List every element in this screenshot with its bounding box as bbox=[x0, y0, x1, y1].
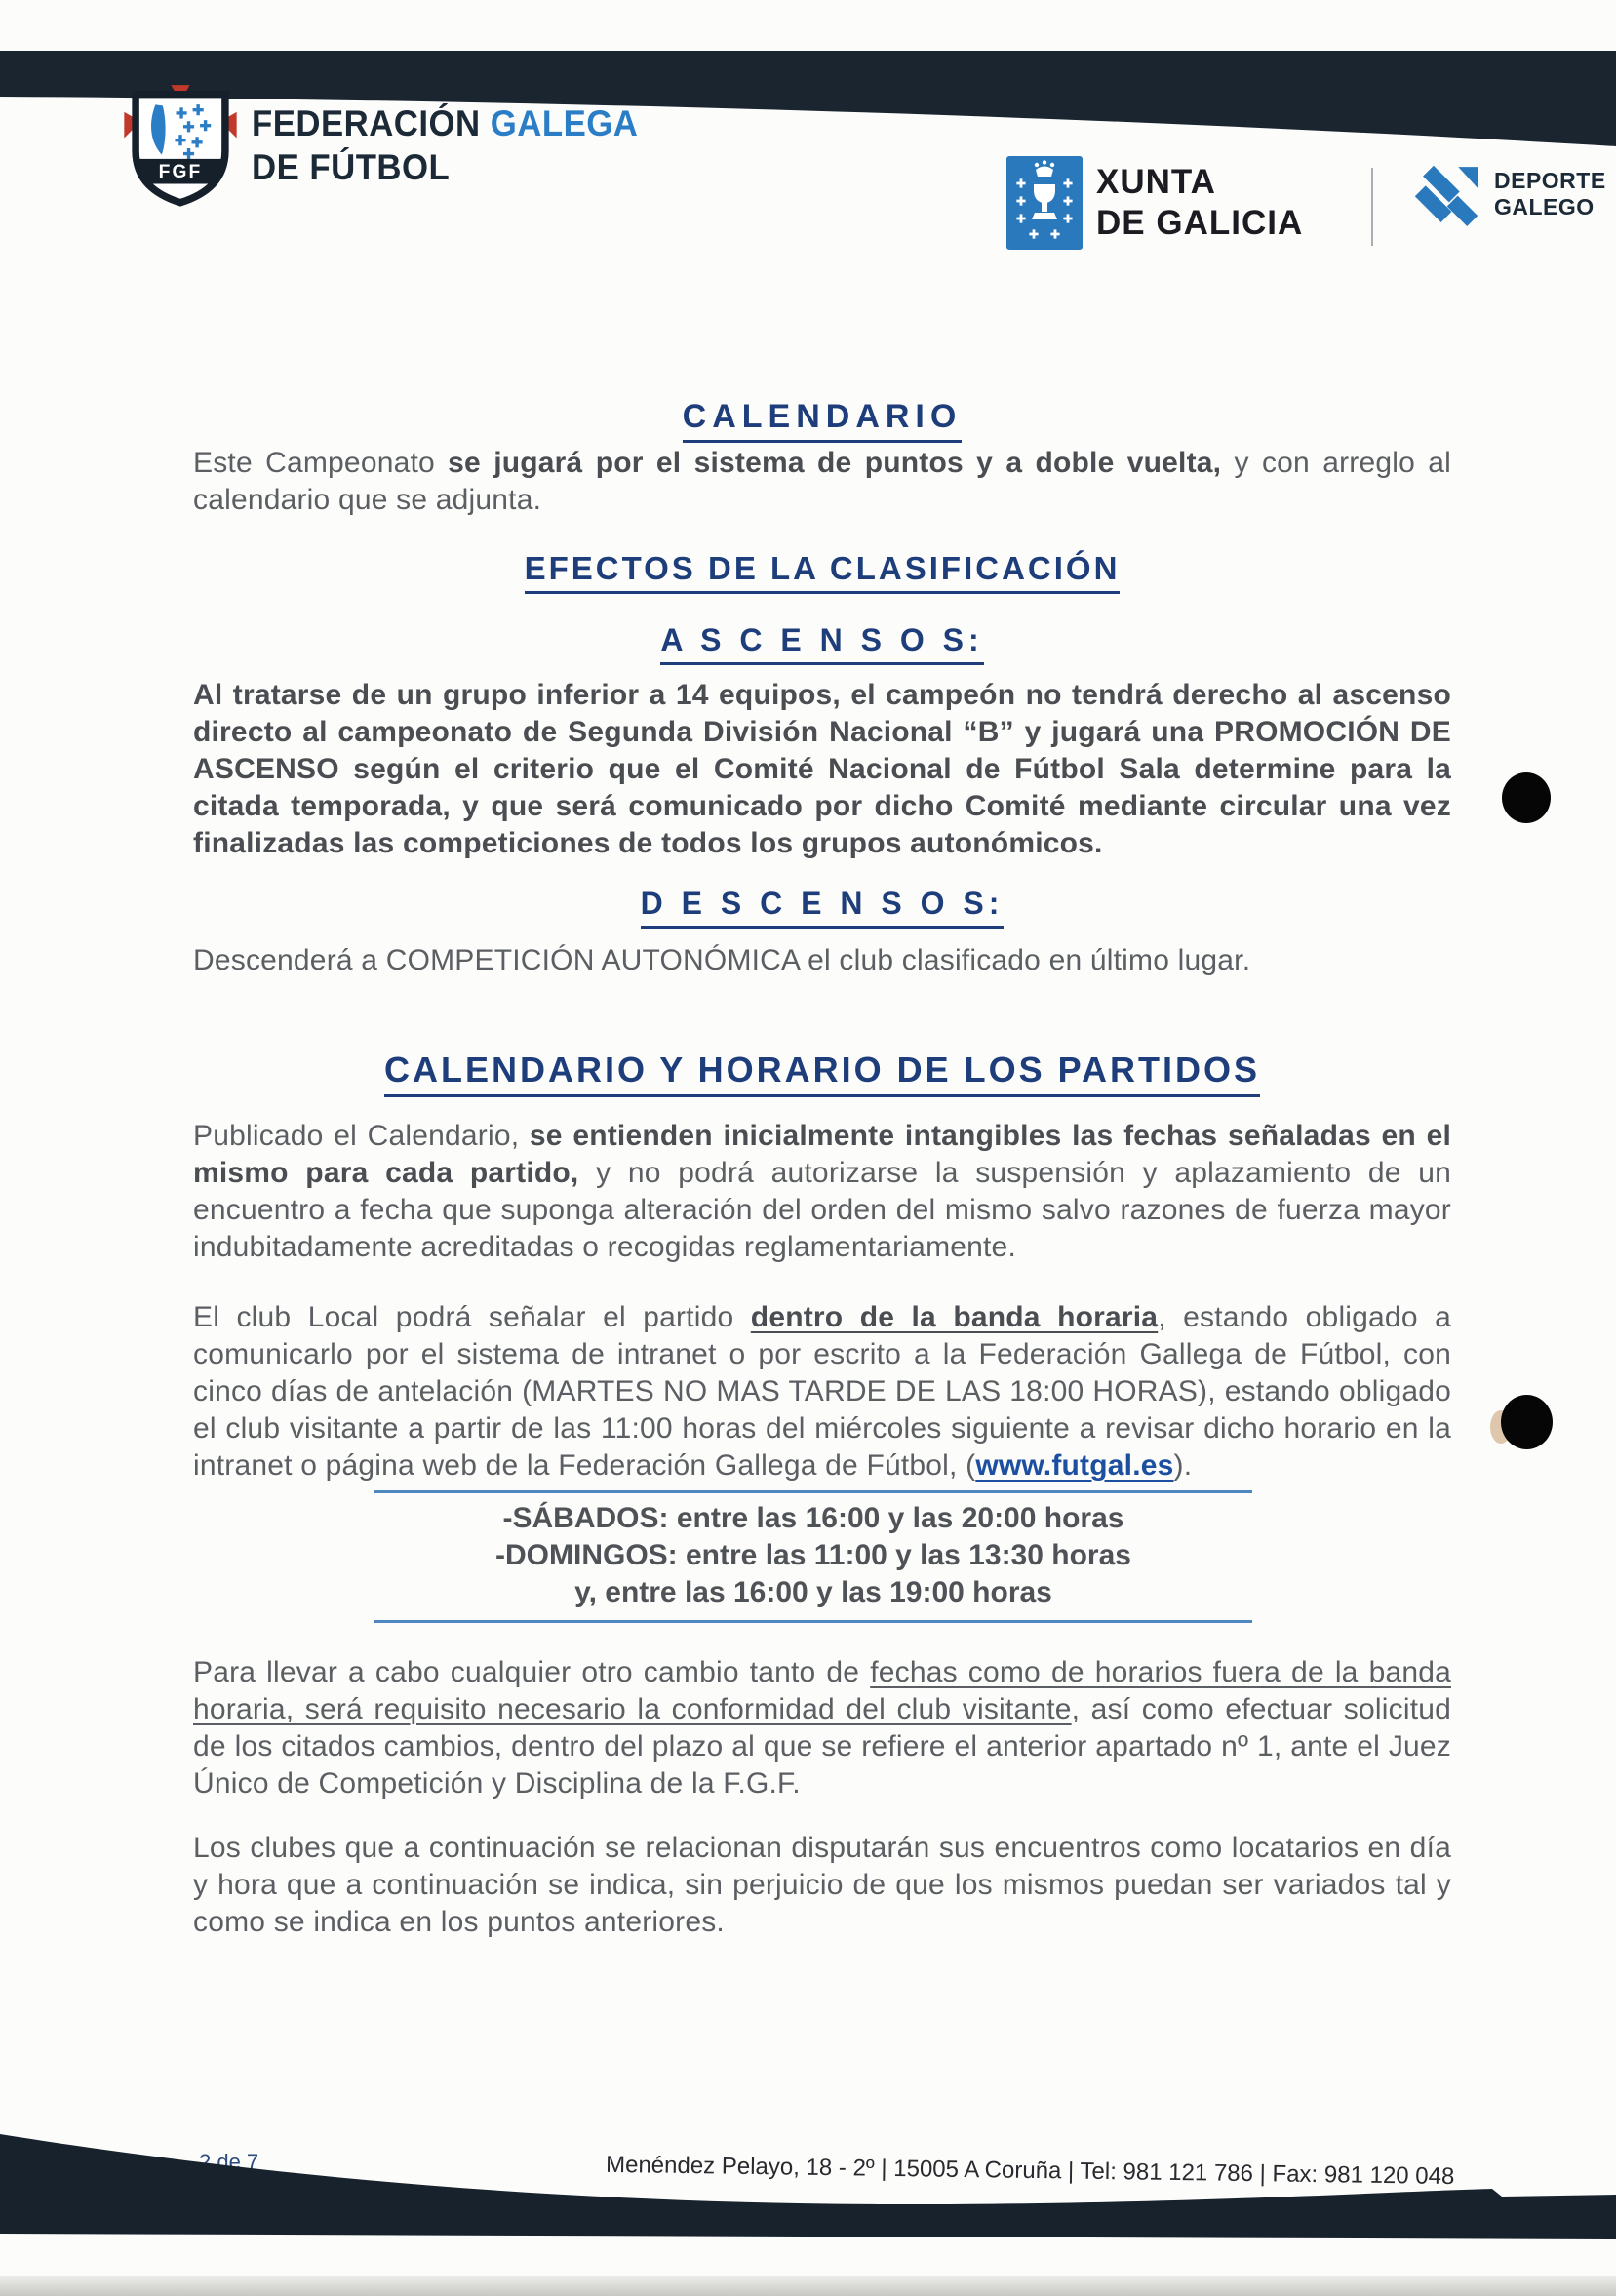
text-run: ). bbox=[1173, 1449, 1193, 1482]
schedule-line-sundays-evening: y, entre las 16:00 y las 19:00 horas bbox=[574, 1576, 1052, 1608]
schedule-line-sundays: -DOMINGOS: entre las 11:00 y las 13:30 horas bbox=[495, 1539, 1131, 1571]
heading-efectos-clasificacion: EFECTOS DE LA CLASIFICACIÓN bbox=[193, 550, 1451, 594]
schedule-line-saturdays: -SÁBADOS: entre las 16:00 y las 20:00 horas bbox=[502, 1502, 1124, 1534]
paragraph-calendario bbox=[193, 445, 1451, 519]
header-separator bbox=[1371, 168, 1373, 246]
paragraph-publicado-calendario bbox=[193, 1118, 1451, 1266]
deporte-line2: GALEGO bbox=[1494, 194, 1595, 219]
fgf-wordmark bbox=[252, 101, 638, 189]
text-run: Para llevar a cabo cualquier otro cambio tanto de bbox=[193, 1656, 871, 1688]
paragraph-clubes-locatarios: Los clubes que a continuación se relacionan disputarán sus encuentros como locatarios en día y hora que a continuación se indica, sin perjuicio de que los mismos puedan ser variados tal y como se indica en los puntos anteriores. bbox=[193, 1832, 1451, 1938]
text-run-underline: fechas como de horarios fuera de la banda horaria, será requisito necesario la conformidad del club visitante bbox=[193, 1656, 1451, 1725]
scan-edge-strip bbox=[0, 2276, 1616, 2296]
paragraph-club-local bbox=[193, 1299, 1451, 1484]
xunta-galicia-wordmark bbox=[1096, 162, 1303, 244]
text-run: , estando obligado a comunicarlo por el sistema de intranet o por escrito a la Federación Gallega de Fútbol, con cinco días de antelación (MARTES NO MAS TARDE DE LAS 18:00 HORAS), estando obligado el club visitante a partir de las 11:00 horas del miércoles siguiente a revisar dicho horario en la intranet o página web de la Federación Gallega de Fútbol, ( bbox=[193, 1301, 1451, 1482]
text-run: , así como efectuar solicitud de los citados cambios, dentro del plazo al que se refiere el anterior apartado nº 1, ante el Juez Único de Competición y Disciplina de la F.G.F. bbox=[193, 1693, 1451, 1800]
paragraph-cambios bbox=[193, 1654, 1451, 1802]
fgf-shield-logo bbox=[123, 84, 238, 207]
paragraph-ascensos: Al tratarse de un grupo inferior a 14 equipos, el campeón no tendrá derecho al ascenso directo al campeonato de Segunda División Nacional “B” y jugará una PROMOCIÓN DE ASCENSO según el criterio que el Comité Nacional de Fútbol Sala determine para la citada temporada, y que será comunicado por dicho Comité mediante circular una vez finalizadas las competiciones de todos los grupos autonómicos. bbox=[193, 679, 1451, 859]
fgf-name-blue: GALEGA bbox=[490, 103, 639, 143]
match-time-bands-box bbox=[374, 1490, 1252, 1623]
punch-hole-bottom bbox=[1501, 1395, 1553, 1449]
text-run: y no podrá autorizarse la suspensión y aplazamiento de un encuentro a fecha que suponga alteración del orden del mismo salvo razones de fuerza mayor indubitadamente acreditadas o recogidas reglamentariamente. bbox=[193, 1157, 1451, 1263]
text-run: Publicado el Calendario, bbox=[193, 1120, 530, 1152]
deporte-line1: DEPORTE bbox=[1494, 168, 1606, 193]
text-run: El club Local podrá señalar el partido bbox=[193, 1301, 751, 1333]
xunta-galicia-icon bbox=[1006, 156, 1083, 250]
punch-hole-top bbox=[1502, 772, 1551, 823]
deporte-galego-icon bbox=[1410, 162, 1482, 236]
fgf-name-dark: FEDERACIÓN bbox=[252, 103, 481, 143]
top-navy-band bbox=[0, 0, 1616, 166]
heading-calendario: CALENDARIO bbox=[193, 398, 1451, 443]
bottom-navy-band bbox=[0, 2097, 1616, 2253]
deporte-galego-wordmark bbox=[1494, 168, 1606, 220]
fgf-name-line2: DE FÚTBOL bbox=[252, 147, 451, 187]
heading-ascensos: A S C E N S O S: bbox=[193, 622, 1451, 665]
heading-calendario-horario: CALENDARIO Y HORARIO DE LOS PARTIDOS bbox=[193, 1049, 1451, 1097]
paragraph-descensos: Descenderá a COMPETICIÓN AUTONÓMICA el club clasificado en último lugar. bbox=[193, 944, 1251, 976]
text-run-bold: se entienden inicialmente intangibles las fechas señaladas en el mismo para cada partido, bbox=[193, 1120, 1452, 1189]
footer-address: Menéndez Pelayo, 18 - 2º | 15005 A Coruña | Tel: 981 121 786 | Fax: 981 120 048 bbox=[605, 2151, 1455, 2190]
fgf-shield-text: FGF bbox=[158, 162, 203, 183]
heading-descensos: D E S C E N S O S: bbox=[193, 886, 1451, 929]
text-run-bold: se jugará por el sistema de puntos y a doble vuelta, bbox=[448, 447, 1222, 479]
xunta-line1: XUNTA bbox=[1096, 163, 1216, 201]
text-run-underline: dentro de la banda horaria bbox=[750, 1301, 1159, 1333]
text-run: y con arreglo al calendario que se adjunta. bbox=[193, 447, 1452, 516]
xunta-line2: DE GALICIA bbox=[1096, 204, 1304, 242]
futgal-link[interactable]: www.futgal.es bbox=[975, 1449, 1174, 1482]
page-number: 2 de 7 bbox=[199, 2150, 259, 2174]
text-run: Este Campeonato bbox=[193, 447, 449, 479]
